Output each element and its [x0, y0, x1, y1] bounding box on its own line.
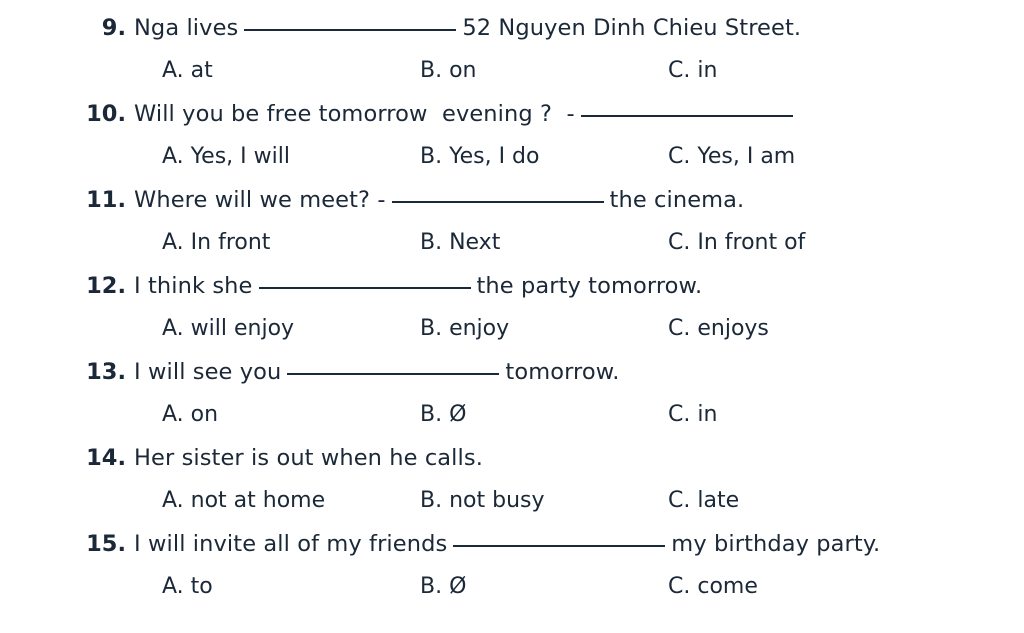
option-row — [84, 222, 1000, 264]
option-row — [84, 50, 1000, 92]
question-number: 12. — [86, 273, 126, 299]
option-row — [84, 308, 1000, 350]
question-text: 52 Nguyen Dinh Chieu Street. — [462, 15, 802, 41]
question-text: Her sister is out when he calls. — [134, 445, 483, 471]
question-block — [84, 522, 1000, 608]
question-block — [84, 264, 1000, 350]
option-c[interactable]: C. in — [668, 402, 718, 427]
question-line — [84, 92, 1000, 136]
option-b[interactable]: B. Yes, I do — [420, 144, 540, 169]
answer-blank[interactable] — [392, 201, 604, 203]
question-text: Where will we meet? - — [134, 187, 386, 213]
option-row — [84, 394, 1000, 436]
question-block — [84, 178, 1000, 264]
question-block — [84, 350, 1000, 436]
option-b[interactable]: B. Next — [420, 230, 501, 255]
question-block — [84, 6, 1000, 92]
option-b[interactable]: B. enjoy — [420, 316, 510, 341]
option-a[interactable]: A. Yes, I will — [162, 144, 290, 169]
question-line — [84, 436, 1000, 480]
answer-blank[interactable] — [287, 373, 499, 375]
option-c[interactable]: C. enjoys — [668, 316, 769, 341]
question-number: 14. — [86, 445, 126, 471]
option-a[interactable]: A. will enjoy — [162, 316, 295, 341]
answer-blank[interactable] — [453, 545, 665, 547]
question-text: Nga lives — [134, 15, 239, 41]
option-b[interactable]: B. Ø — [420, 402, 467, 427]
question-number: 9. — [101, 15, 126, 41]
question-number: 13. — [86, 359, 126, 385]
question-line — [84, 6, 1000, 50]
question-text: I will invite all of my friends — [134, 531, 448, 557]
answer-blank[interactable] — [581, 115, 793, 117]
option-row — [84, 136, 1000, 178]
question-number: 11. — [86, 187, 126, 213]
question-text: I will see you — [134, 359, 282, 385]
option-a[interactable]: A. at — [162, 58, 213, 83]
option-b[interactable]: B. not busy — [420, 488, 545, 513]
question-block — [84, 92, 1000, 178]
question-line — [84, 178, 1000, 222]
question-text: tomorrow. — [505, 359, 620, 385]
question-number: 10. — [86, 101, 126, 127]
question-line — [84, 522, 1000, 566]
question-text: the cinema. — [609, 187, 745, 213]
answer-blank[interactable] — [244, 29, 456, 31]
option-a[interactable]: A. to — [162, 574, 213, 599]
option-b[interactable]: B. on — [420, 58, 477, 83]
option-a[interactable]: A. on — [162, 402, 219, 427]
option-row — [84, 566, 1000, 608]
question-text: I think she — [134, 273, 253, 299]
option-a[interactable]: A. In front — [162, 230, 271, 255]
question-line — [84, 264, 1000, 308]
answer-blank[interactable] — [259, 287, 471, 289]
question-text: the party tomorrow. — [476, 273, 703, 299]
question-text: Will you be free tomorrow evening ? - — [134, 101, 575, 127]
question-number: 15. — [86, 531, 126, 557]
option-a[interactable]: A. not at home — [162, 488, 326, 513]
question-line — [84, 350, 1000, 394]
option-c[interactable]: C. In front of — [668, 230, 806, 255]
option-row — [84, 480, 1000, 522]
question-block — [84, 436, 1000, 522]
option-c[interactable]: C. late — [668, 488, 740, 513]
option-c[interactable]: C. in — [668, 58, 718, 83]
option-b[interactable]: B. Ø — [420, 574, 467, 599]
question-text: my birthday party. — [671, 531, 881, 557]
option-c[interactable]: C. come — [668, 574, 758, 599]
option-c[interactable]: C. Yes, I am — [668, 144, 796, 169]
